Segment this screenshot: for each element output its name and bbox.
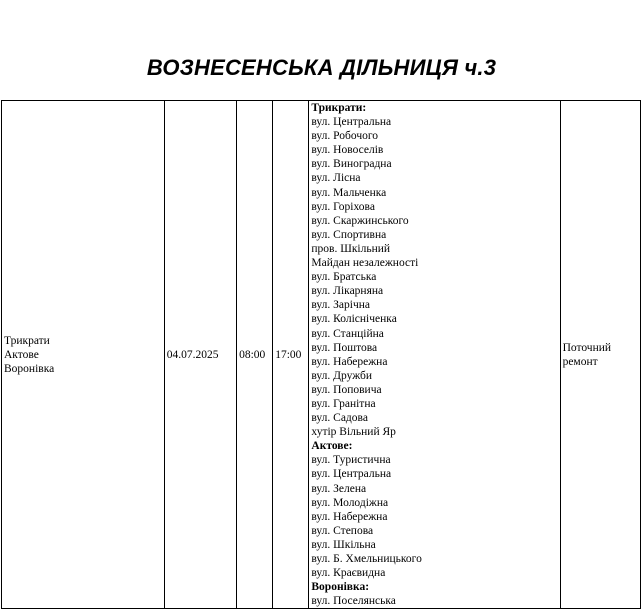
street-item: вул. Молодіжна <box>311 496 389 509</box>
street-item: вул. Спортивна <box>311 228 387 241</box>
settlement-name: Трикрати <box>4 334 50 347</box>
street-item: вул. Лікарняна <box>311 285 384 298</box>
street-item: вул. Новоселів <box>311 144 384 157</box>
street-item: вул. Краєвидна <box>311 567 386 580</box>
street-item: вул. Центральна <box>311 116 392 129</box>
street-item: пров. Шкільний <box>311 242 391 255</box>
street-item: вул. Поповича <box>311 383 382 396</box>
settlement-group-heading: Трикрати: <box>311 102 367 114</box>
street-item: Майдан незалежності <box>311 257 419 270</box>
street-item: вул. Лісна <box>311 172 361 185</box>
streets-cell <box>309 101 560 609</box>
street-item: вул. Братська <box>311 271 377 284</box>
street-item: вул. Набережна <box>311 510 388 523</box>
end-time-cell: 17:00 <box>273 101 309 609</box>
work-type-line: Поточний <box>562 341 612 354</box>
street-item: вул. Горіхова <box>311 200 375 213</box>
settlement-name: Актове <box>4 348 39 361</box>
settlement-group-heading: Воронівка: <box>311 581 370 594</box>
street-item: вул. Скаржинського <box>311 214 409 227</box>
street-item: вул. Гранітна <box>311 397 376 410</box>
start-time-cell: 08:00 <box>237 101 273 609</box>
settlement-group-heading: Актове: <box>311 440 353 453</box>
street-item: вул. Зарічна <box>311 299 371 312</box>
settlement-name: Воронівка <box>4 362 55 375</box>
street-item: вул. Поселянська <box>311 595 396 608</box>
street-item: вул. Туристична <box>311 454 391 467</box>
street-item: вул. Мальченка <box>311 186 387 199</box>
street-item: хутір Вільний Яр <box>311 426 396 439</box>
page-title: ВОЗНЕСЕНСЬКА ДІЛЬНИЦЯ ч.3 <box>146 55 497 80</box>
outage-schedule-table <box>1 100 641 609</box>
street-item: вул. Поштова <box>311 341 378 354</box>
table-row <box>2 101 641 609</box>
street-item: вул. Набережна <box>311 355 388 368</box>
street-item: вул. Робочого <box>311 130 379 143</box>
street-item: вул. Б. Хмельницького <box>311 553 422 565</box>
street-item: вул. Станційна <box>311 327 384 340</box>
street-item: вул. Степова <box>311 524 374 537</box>
street-item: вул. Дружби <box>311 369 373 382</box>
street-item: вул. Садова <box>311 412 368 425</box>
settlements-cell <box>2 101 165 609</box>
work-type-cell <box>560 101 640 609</box>
street-item: вул. Зелена <box>311 482 367 495</box>
street-item: вул. Шкільна <box>311 538 376 551</box>
date-cell: 04.07.2025 <box>164 101 236 609</box>
work-type-line: ремонт <box>562 355 598 368</box>
street-item: вул. Виноградна <box>311 158 392 171</box>
street-item: вул. Центральна <box>311 468 392 481</box>
street-item: вул. Колісніченка <box>311 313 397 326</box>
